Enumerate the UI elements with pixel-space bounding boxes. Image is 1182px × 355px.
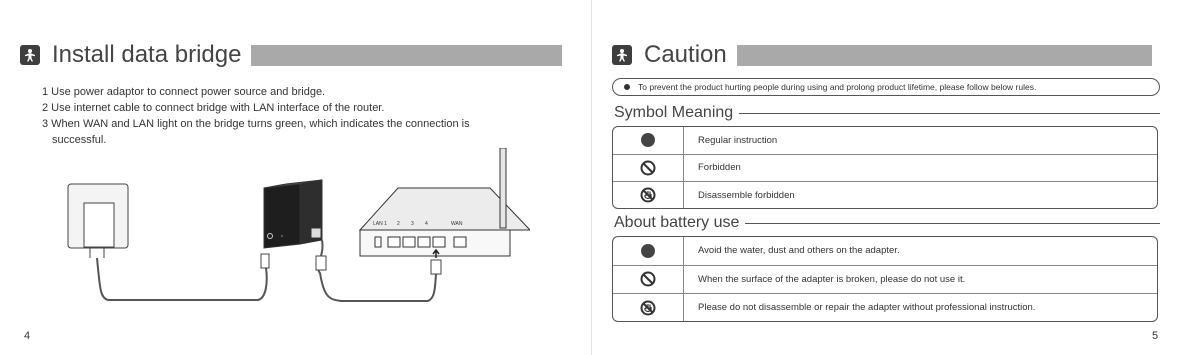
bullet-icon (624, 84, 630, 90)
battery-use-table (612, 236, 1158, 322)
page-number-right: 5 (1152, 330, 1159, 342)
person-icon (612, 45, 632, 65)
battery-use-title: About battery use (614, 214, 740, 231)
header-bar (251, 45, 562, 66)
step-3-continued: successful. (52, 134, 107, 146)
table-row (613, 265, 1157, 294)
router-image (360, 148, 530, 256)
router-label-2: 2 (397, 221, 400, 227)
router-label-lan1: LAN 1 (373, 221, 387, 227)
symbol-meaning-table (612, 126, 1158, 209)
filled-circle-icon (640, 132, 656, 148)
symbol-meaning-heading (614, 104, 1160, 122)
table-cell-text: Disassemble forbidden (698, 189, 795, 201)
table-row (613, 127, 1157, 154)
install-section-title: Install data bridge (52, 41, 242, 68)
caution-section-title: Caution (644, 41, 727, 68)
table-row (613, 237, 1157, 265)
battery-use-heading (614, 214, 1160, 232)
caution-section-header (612, 40, 1160, 70)
symbol-meaning-title: Symbol Meaning (614, 104, 734, 121)
no-disassemble-icon (640, 300, 656, 316)
bridge-device-image (264, 180, 322, 248)
caution-note (612, 78, 1160, 96)
table-row (613, 293, 1157, 322)
router-label-4: 4 (425, 221, 428, 227)
router-label-wan: WAN (451, 221, 463, 227)
step-1: 1 Use power adaptor to connect power source and bridge. (42, 86, 326, 98)
prohibited-icon (640, 160, 656, 176)
heading-rule (745, 223, 1160, 224)
table-cell-text: Avoid the water, dust and others on the adapter. (698, 245, 900, 257)
wall-socket-image (68, 184, 128, 258)
install-steps (42, 84, 562, 148)
no-disassemble-icon (640, 187, 656, 203)
installation-illustration (30, 148, 530, 318)
prohibited-icon (640, 271, 656, 287)
caution-note-text: To prevent the product hurting people during using and prolong product lifetime, please follow below rules. (638, 82, 1037, 92)
router-label-3: 3 (411, 221, 414, 227)
table-row (613, 154, 1157, 182)
page-divider (591, 0, 592, 355)
table-cell-text: Regular instruction (698, 134, 778, 146)
table-cell-text: Please do not disassemble or repair the adapter without professional instruction. (698, 302, 1036, 314)
header-bar (737, 45, 1152, 66)
page-number-left: 4 (24, 330, 31, 342)
person-icon (20, 45, 40, 65)
heading-rule (739, 113, 1160, 114)
step-3: 3 When WAN and LAN light on the bridge turns green, which indicates the connection is (42, 118, 470, 130)
step-2: 2 Use internet cable to connect bridge with LAN interface of the router. (42, 102, 385, 114)
filled-circle-icon (640, 243, 656, 259)
install-section-header (20, 40, 572, 70)
table-cell-text: Forbidden (698, 162, 741, 174)
table-row (613, 181, 1157, 209)
table-cell-text: When the surface of the adapter is broken, please do not use it. (698, 273, 966, 285)
